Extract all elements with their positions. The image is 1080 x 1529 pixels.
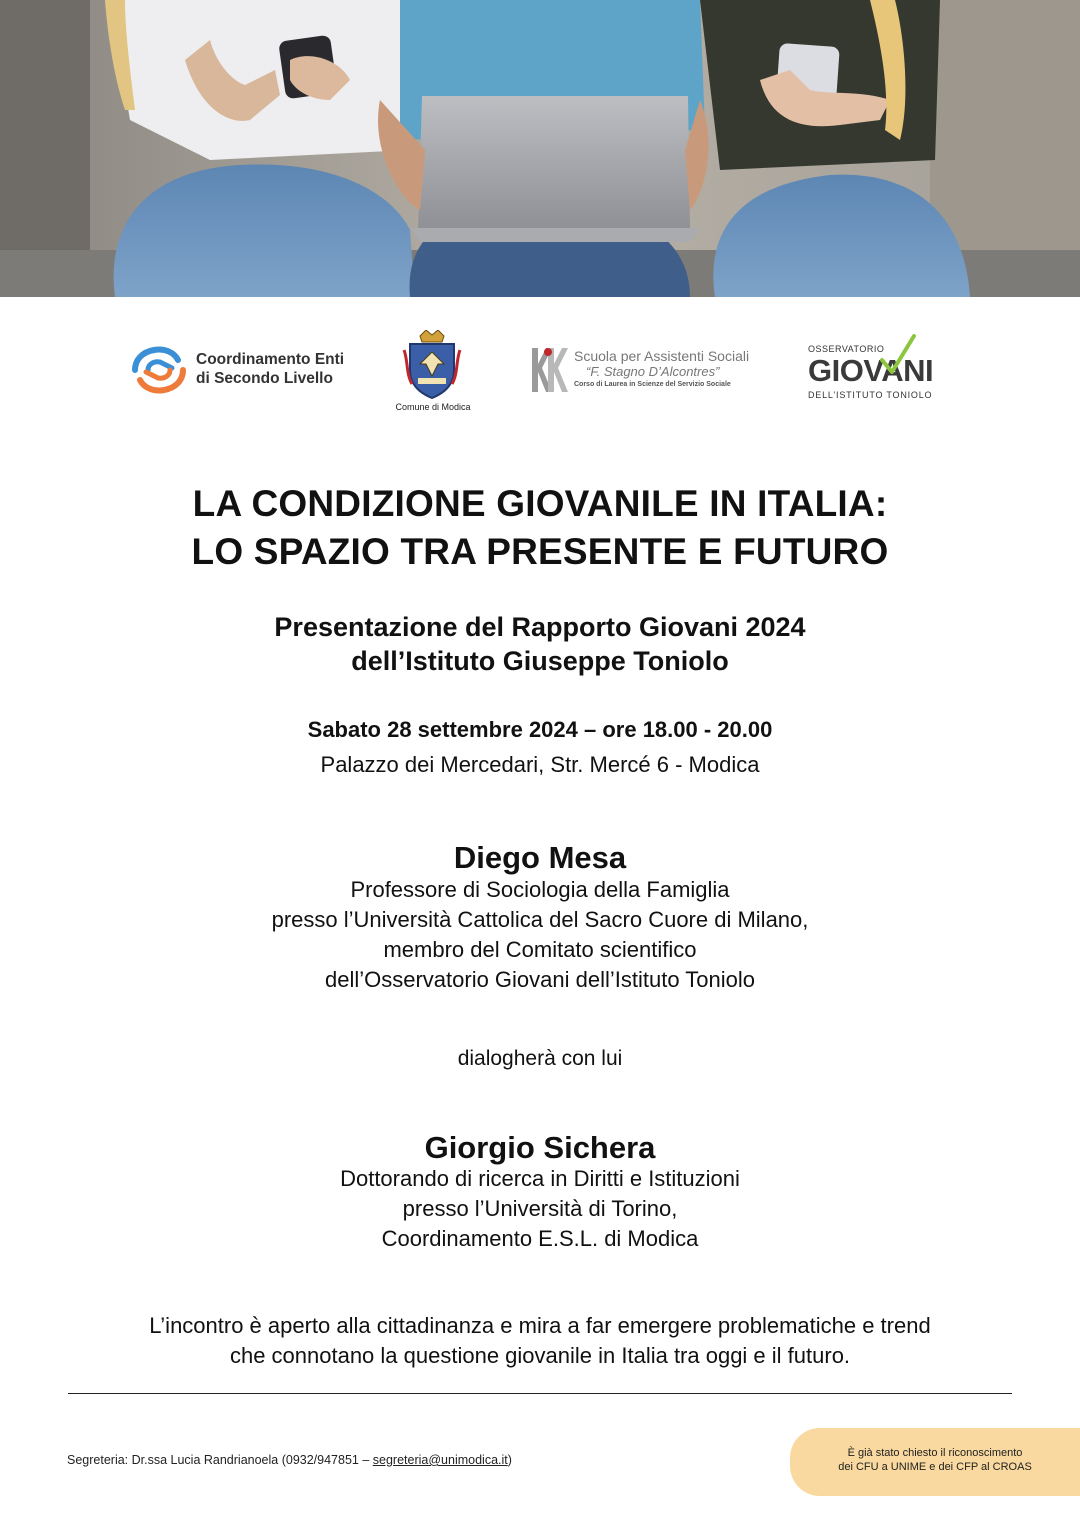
esl-name	[196, 350, 344, 388]
speaker-1-desc-line: dell’Osservatorio Giovani dell’Istituto Toniolo	[324, 967, 756, 992]
credits-badge	[790, 1428, 1080, 1496]
scuola-mark-icon	[528, 344, 568, 396]
esl-logo	[130, 346, 360, 396]
osservatorio-main-label: GIOVANI	[808, 353, 934, 388]
event-date: Sabato 28 settembre 2024 – ore 18.00 - 20.00	[307, 717, 773, 742]
scuola-text	[574, 348, 764, 390]
dialog-text: dialogherà con lui	[457, 1047, 623, 1070]
speaker-1-desc-line: presso l’Università Cattolica del Sacro Cuore di Milano,	[271, 907, 809, 932]
title-line-2: LO SPAZIO TRA PRESENTE E FUTURO	[191, 531, 889, 572]
badge-line-1: È già stato chiesto il riconoscimento	[847, 1447, 1023, 1459]
osservatorio-top-label: OSSERVATORIO	[808, 344, 885, 354]
esl-mark-icon	[130, 346, 188, 394]
esl-line-2: di Secondo Livello	[196, 370, 333, 387]
closing-line-1: L’incontro è aperto alla cittadinanza e mira a far emergere problematiche e trend	[149, 1313, 931, 1338]
speaker-2-description	[0, 1164, 1080, 1254]
partner-logos	[0, 320, 1080, 430]
speaker-1-desc-line: membro del Comitato scientifico	[383, 937, 697, 962]
segreteria-contact	[67, 1453, 512, 1467]
scuola-line-1: Scuola per Assistenti Sociali	[574, 348, 750, 364]
hero-photo	[0, 0, 1080, 297]
comune-modica-caption: Comune di Modica	[395, 402, 471, 412]
students-with-devices-illustration	[0, 0, 1080, 297]
speaker-2-desc-line: Coordinamento E.S.L. di Modica	[381, 1226, 699, 1251]
divider	[68, 1393, 1012, 1394]
speaker-2-desc-line: presso l’Università di Torino,	[402, 1196, 678, 1221]
speaker-1-name: Diego Mesa	[453, 840, 627, 875]
badge-line-2: dei CFU a UNIME e dei CFP al CROAS	[838, 1461, 1032, 1473]
speaker-1-desc-line: Professore di Sociologia della Famiglia	[350, 877, 730, 902]
subtitle-line-1: Presentazione del Rapporto Giovani 2024	[274, 612, 806, 642]
event-subtitle	[0, 610, 1080, 678]
closing-line-2: che connotano la questione giovanile in Italia tra oggi e il futuro.	[229, 1343, 851, 1368]
coat-of-arms-icon	[402, 330, 462, 400]
segreteria-prefix: Segreteria: Dr.ssa Lucia Randrianoela (0932/947851 –	[67, 1453, 373, 1467]
esl-line-1: Coordinamento Enti	[196, 351, 345, 368]
scuola-line-3: Corso di Laurea in Scienze del Servizio Sociale	[574, 381, 731, 388]
checkmark-icon	[878, 334, 918, 374]
speaker-2-desc-line: Dottorando di ricerca in Diritti e Istituzioni	[340, 1166, 740, 1191]
subtitle-line-2: dell’Istituto Giuseppe Toniolo	[351, 646, 729, 676]
osservatorio-bottom-label: DELL’ISTITUTO TONIOLO	[808, 390, 933, 400]
comune-modica-logo	[388, 330, 478, 425]
event-title	[0, 480, 1080, 576]
speaker-2-name: Giorgio Sichera	[424, 1130, 656, 1165]
speaker-1-description	[0, 875, 1080, 995]
credits-badge-text	[790, 1446, 1080, 1474]
closing-text	[0, 1311, 1080, 1371]
segreteria-email-link[interactable]: segreteria@unimodica.it	[372, 1453, 508, 1467]
scuola-logo	[528, 344, 758, 400]
scuola-line-2: “F. Stagno D’Alcontres”	[586, 364, 720, 379]
event-place: Palazzo dei Mercedari, Str. Mercé 6 - Modica	[320, 752, 760, 777]
segreteria-suffix: )	[507, 1453, 512, 1467]
osservatorio-giovani-logo	[808, 334, 958, 404]
title-line-1: LA CONDIZIONE GIOVANILE IN ITALIA:	[192, 483, 888, 524]
